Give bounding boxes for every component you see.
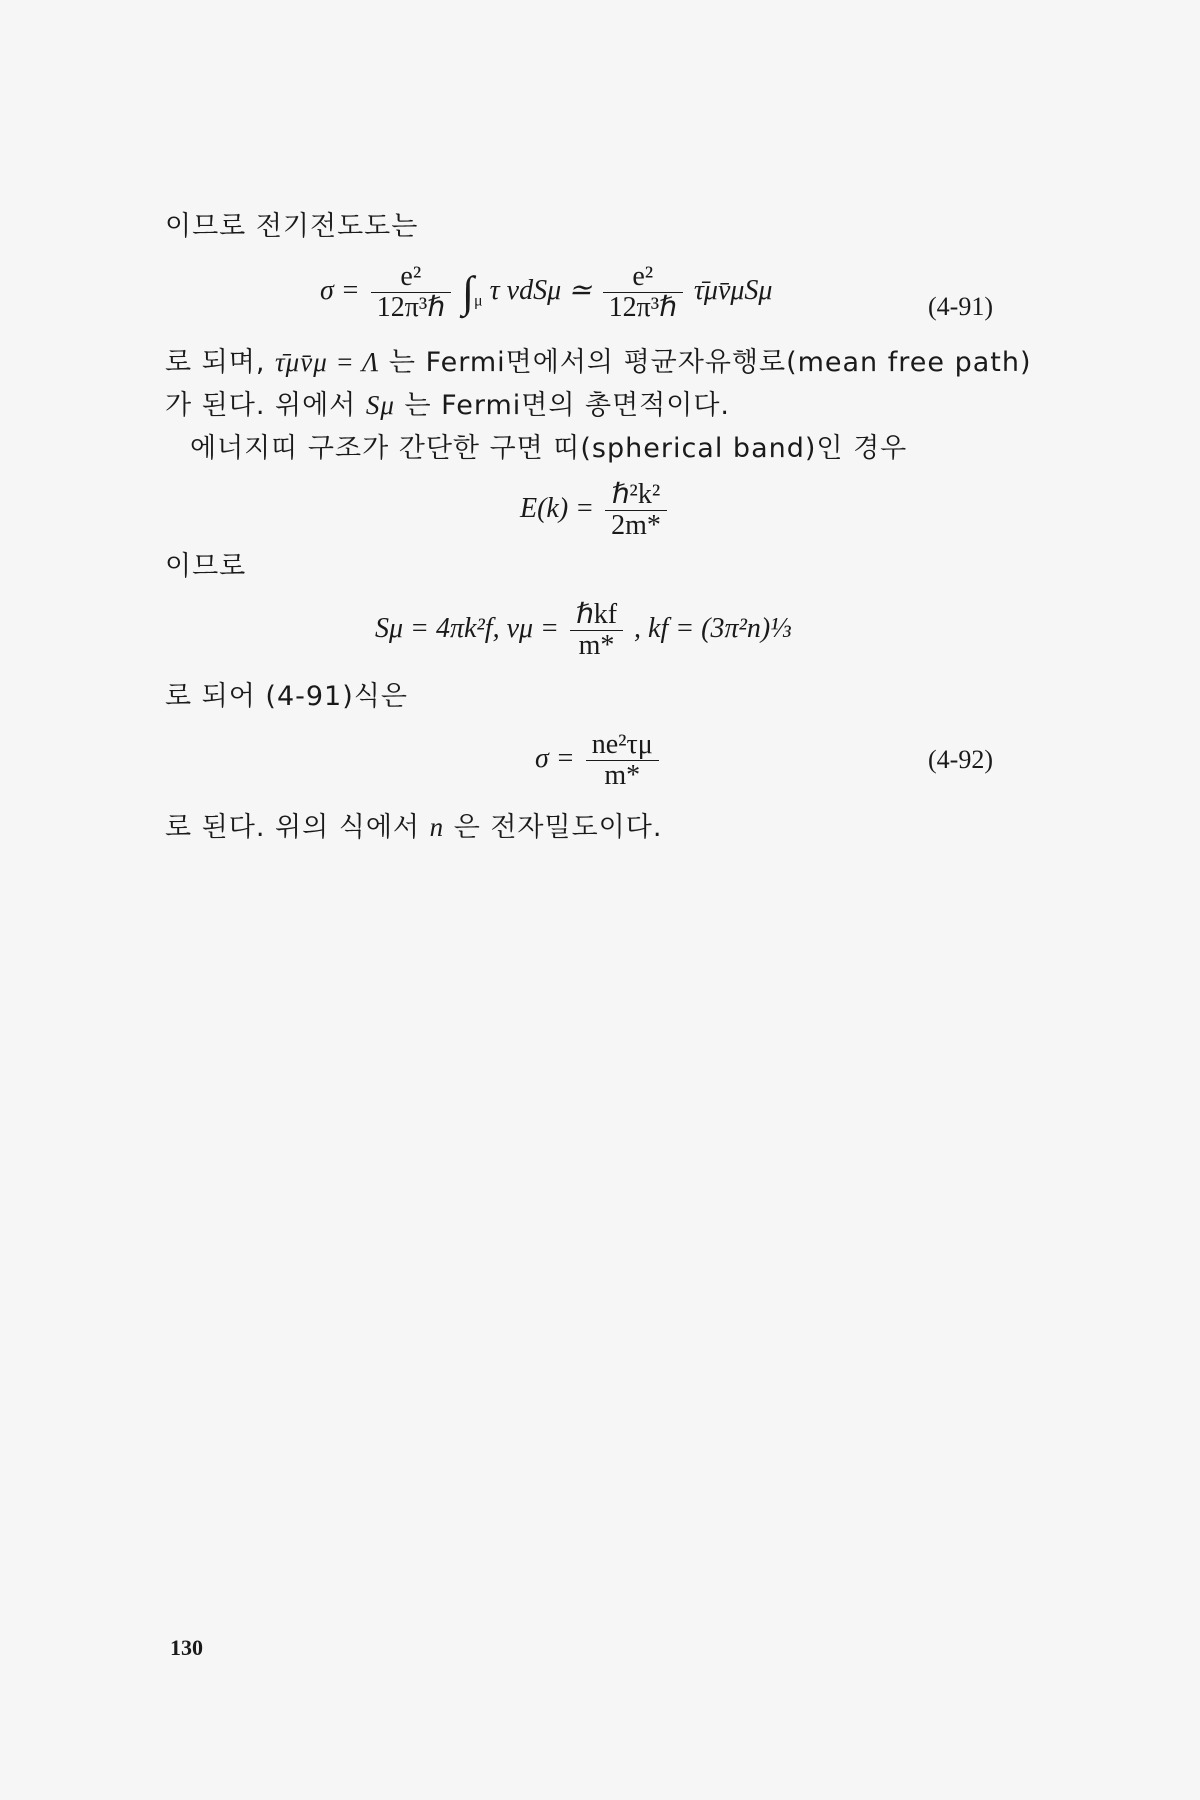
text: 에너지띠 구조가 간단한 구면 띠(spherical band)인 경우 — [190, 433, 908, 464]
text-line — [165, 810, 662, 845]
fraction — [371, 262, 451, 323]
denominator: 12π³ℏ — [376, 292, 445, 323]
equation-4-92 — [535, 730, 663, 791]
equation-energy — [520, 480, 671, 541]
text: 가 된다. 위에서 — [165, 390, 357, 421]
eq-part: Sμ = 4πk²f, — [375, 612, 500, 644]
fraction — [570, 600, 623, 661]
eq-lhs: σ = — [535, 742, 575, 774]
equation-fermi-sphere — [375, 600, 791, 661]
text-line — [190, 432, 907, 466]
math-inline: Sμ — [365, 390, 395, 420]
denominator: 2m* — [611, 510, 661, 541]
text: 은 전자밀도이다. — [453, 812, 663, 843]
text-line — [165, 550, 246, 584]
numerator: ℏ²k² — [605, 480, 667, 511]
eq-part: , kf = (3π²n)⅓ — [634, 612, 792, 644]
math-inline: τ̄μv̄μ = Λ — [275, 347, 380, 377]
eq-lhs: E(k) = — [520, 492, 595, 524]
text-line — [165, 210, 418, 244]
equation-4-91 — [320, 262, 773, 323]
integrand: τ vdSμ ≃ — [489, 274, 592, 306]
text-line — [165, 345, 1032, 380]
text: 로 된다. 위의 식에서 — [165, 812, 420, 843]
text-line — [165, 680, 408, 714]
numerator: e² — [371, 262, 451, 293]
equation-number: (4-91) — [928, 292, 993, 321]
page-number: 130 — [170, 1635, 203, 1660]
integral-subscript: μ — [474, 292, 483, 310]
text: 로 되며, — [165, 347, 266, 378]
fraction — [586, 730, 659, 791]
text: 이므로 — [165, 551, 247, 582]
text: 는 Fermi면의 총면적이다. — [404, 390, 730, 421]
numerator: ne²τμ — [586, 730, 659, 761]
equation-number: (4-92) — [928, 745, 993, 774]
eq-lhs: σ = — [320, 274, 360, 306]
integral-sign: ∫ — [461, 267, 475, 317]
fraction — [603, 262, 683, 323]
eq-tail: τ̄μv̄μSμ — [693, 274, 773, 306]
text: 이므로 전기전도도는 — [165, 211, 419, 242]
denominator: 12π³ℏ — [608, 292, 677, 323]
text-line — [165, 388, 730, 423]
text: 는 Fermi면에서의 평균자유행로(mean free path) — [388, 347, 1032, 378]
math-inline: n — [429, 812, 445, 842]
text: 로 되어 (4-91)식은 — [165, 681, 408, 712]
numerator: ℏkf — [570, 600, 623, 631]
numerator: e² — [603, 262, 683, 293]
denominator: m* — [604, 760, 641, 791]
eq-part: vμ = — [506, 612, 559, 644]
denominator: m* — [578, 630, 615, 661]
fraction — [605, 480, 667, 541]
